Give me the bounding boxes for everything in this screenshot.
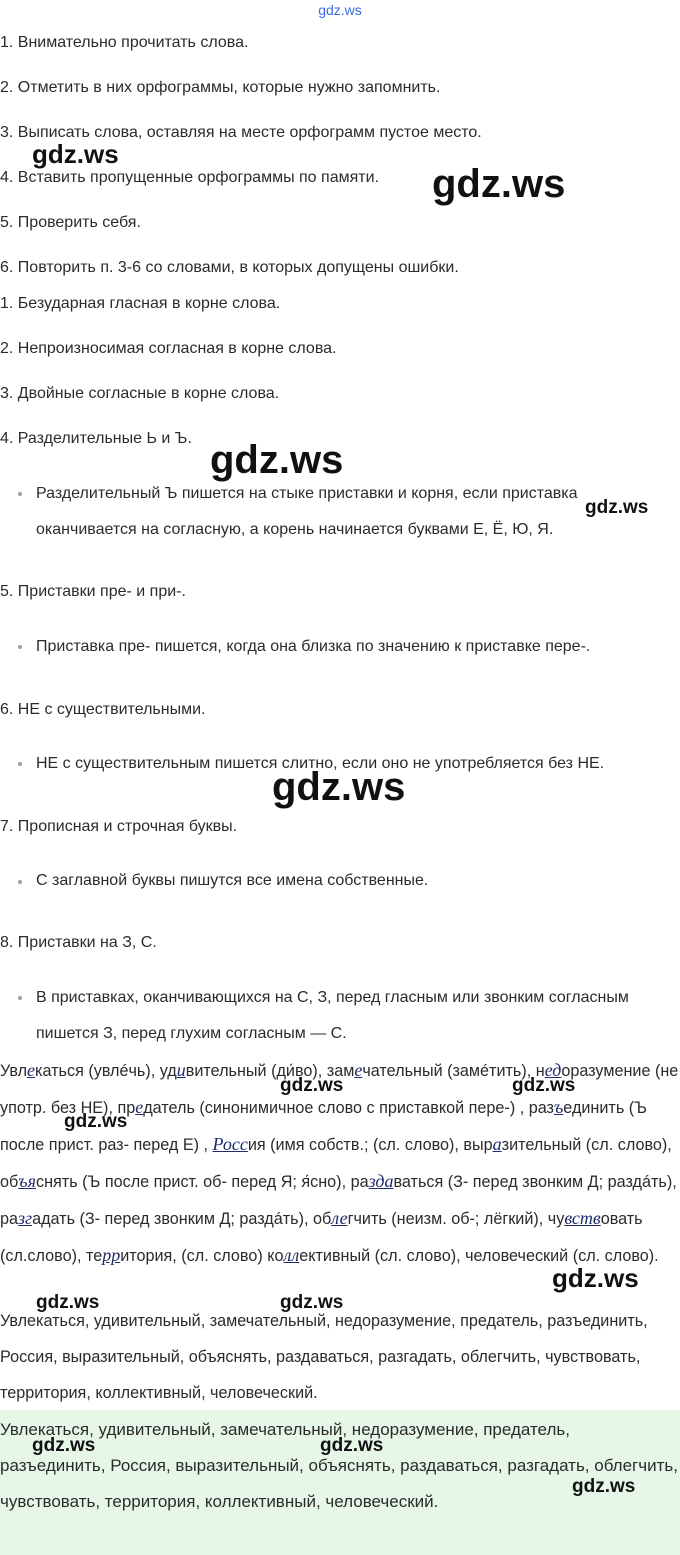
rule-4: 4. Разделительные Ь и Ъ. bbox=[0, 430, 192, 447]
watermark: gdz.ws bbox=[272, 765, 406, 809]
bullet-dot bbox=[18, 492, 22, 496]
watermark: gdz.ws bbox=[32, 139, 119, 169]
annotated-paragraph: Увлекаться (увлéчь), удивительный (ди́во), замечательный (замéтить), недоразумение (не употр. без НЕ), предатель (синонимичное слово с приставкой пере-) , разъединить (Ъ после прист. раз- перед Е) , Россия (имя собств.; (сл. слово), выразительный (сл. слово), объяснять (Ъ после прист. об- перед Я; я́сно), раздаваться (З- перед звонким Д; раздáть), разгадать (З- перед звонким Д; раздáть), облегчить (неизм. об-; лёгкий), чувствовать (сл.слово), территория, (сл. слово) коллективный (сл. слово), человеческий (сл. слово). bbox=[0, 1060, 679, 1265]
watermark: gdz.ws bbox=[36, 1292, 100, 1313]
bullet-dot bbox=[18, 645, 22, 649]
site-mark: gdz.ws bbox=[318, 2, 362, 18]
watermark: gdz.ws bbox=[552, 1263, 639, 1293]
rule-4-bullet: Разделительный Ъ пишется на стыке приставки и корня, если приставка оканчивается на согласную, а корень начинается буквами Е, Ё, Ю, Я. bbox=[36, 485, 578, 538]
watermark: gdz.ws bbox=[64, 1111, 128, 1132]
watermark: gdz.ws bbox=[585, 497, 649, 518]
step-5: 5. Проверить себя. bbox=[0, 214, 141, 231]
rule-8-bullet: В приставках, оканчивающихся на С, З, перед гласным или звонким согласным пишется З, перед глухим согласным — С. bbox=[36, 989, 629, 1042]
rule-3: 3. Двойные согласные в корне слова. bbox=[0, 385, 280, 402]
watermark: gdz.ws bbox=[32, 1435, 96, 1456]
bullet-dot bbox=[18, 996, 22, 1000]
watermark: gdz.ws bbox=[572, 1476, 636, 1497]
rule-2: 2. Непроизносимая согласная в корне слова. bbox=[0, 340, 337, 357]
watermark: gdz.ws bbox=[320, 1435, 384, 1456]
bullet-dot bbox=[18, 762, 22, 766]
bullet-dot bbox=[18, 880, 22, 884]
rule-6-bullet: НЕ с существительным пишется слитно, если оно не употребляется без НЕ. bbox=[36, 755, 605, 772]
rule-7-bullet: С заглавной буквы пишутся все имена собственные. bbox=[36, 872, 429, 889]
step-1: 1. Внимательно прочитать слова. bbox=[0, 34, 249, 51]
watermark: gdz.ws bbox=[280, 1075, 344, 1096]
rule-5-bullet: Приставка пре- пишется, когда она близка по значению к приставке пере-. bbox=[36, 638, 591, 655]
step-4: 4. Вставить пропущенные орфограммы по памяти. bbox=[0, 169, 379, 186]
rule-5: 5. Приставки пре- и при-. bbox=[0, 583, 186, 600]
step-2: 2. Отметить в них орфограммы, которые нужно запомнить. bbox=[0, 79, 441, 96]
rule-6: 6. НЕ с существительными. bbox=[0, 701, 206, 718]
rule-1: 1. Безударная гласная в корне слова. bbox=[0, 295, 281, 312]
watermark: gdz.ws bbox=[432, 162, 566, 206]
rule-7: 7. Прописная и строчная буквы. bbox=[0, 818, 238, 835]
step-3: 3. Выписать слова, оставляя на месте орфограмм пустое место. bbox=[0, 124, 482, 141]
watermark: gdz.ws bbox=[280, 1292, 344, 1313]
watermark: gdz.ws bbox=[512, 1075, 576, 1096]
word-list: Увлекаться, удивительный, замечательный, недоразумение, предатель, разъединить, Россия, выразительный, объяснять, раздаваться, разгадать, облегчить, чувствовать, территория, коллективный, человеческий. bbox=[0, 1312, 648, 1402]
watermark: gdz.ws bbox=[210, 438, 344, 482]
step-6: 6. Повторить п. 3-6 со словами, в которых допущены ошибки. bbox=[0, 259, 459, 276]
answer-text: Увлекаться, удивительный, замечательный, недоразумение, предатель, разъединить, Россия, выразительный, объяснять, раздаваться, разгадать, облегчить, чувствовать, территория, коллективный, человеческий. bbox=[0, 1420, 678, 1511]
rule-8: 8. Приставки на З, С. bbox=[0, 934, 157, 951]
